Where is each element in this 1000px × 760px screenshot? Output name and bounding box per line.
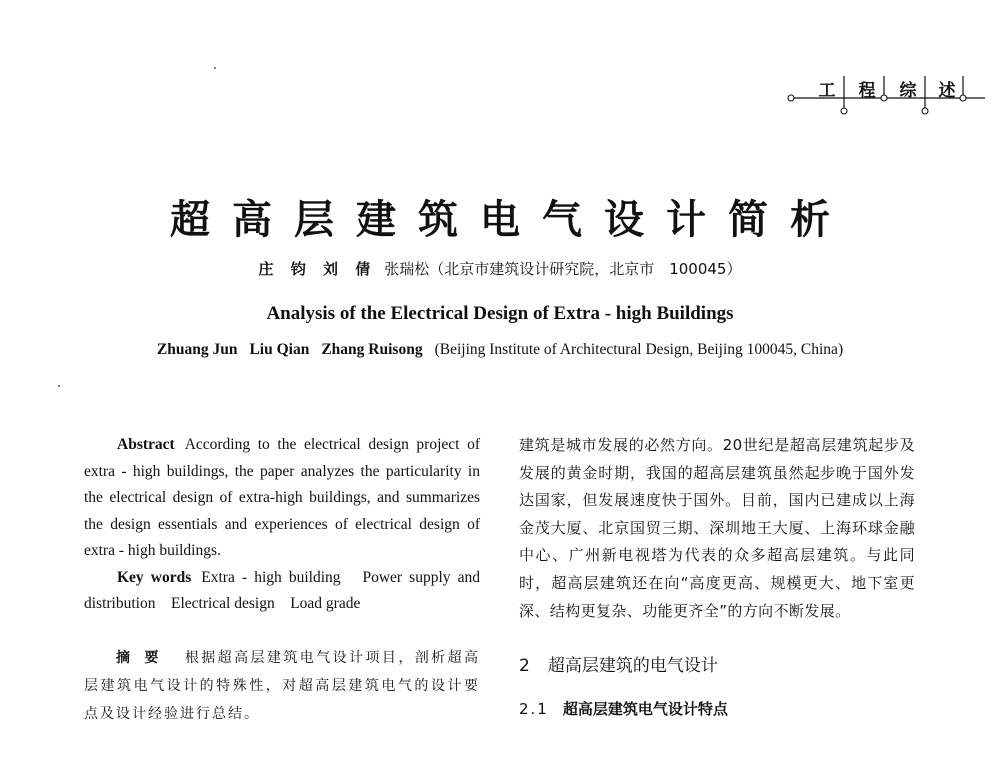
- subsection-title: 超高层建筑电气设计特点: [562, 700, 728, 719]
- abstract-cn-text: 根据超高层建筑电气设计项目，剖析超高层建筑电气设计的特殊性，对超高层建筑电气的设计要点及设计经验进行总结。: [84, 649, 481, 722]
- authors-en: [0, 341, 1000, 359]
- left-column: [84, 432, 480, 742]
- abstract-en: [84, 432, 480, 565]
- author-name-en: Zhuang Jun: [156, 341, 238, 358]
- section-tag-char: 工: [818, 81, 836, 101]
- section-heading: [519, 651, 915, 676]
- section-title: 超高层建筑的电气设计: [547, 656, 718, 677]
- intro-paragraph: 建筑是城市发展的必然方向。20世纪是超高层建筑起步及发展的黄金时期，我国的超高层建筑虽然起步晚于国外发达国家，但发展速度快于国外。目前，国内已建成以上海金茂大厦、北京国贸三期、深圳地王大厦、上海环球金融中心、广州新电视塔为代表的众多超高层建筑。与此同时，超高层建筑还在向“高度更高、规模更大、地下室更深、结构更复杂、功能更齐全”的方向不断发展。: [519, 436, 915, 620]
- author-affiliation-en: (Beijing Institute of Architectural Design, Beijing 100045, China): [434, 341, 844, 358]
- section-number: 2: [519, 656, 530, 677]
- scan-speck: [214, 67, 216, 69]
- paper-title-cn: 超高层建筑电气设计简析: [170, 197, 852, 243]
- right-column: [519, 432, 915, 719]
- keywords-label: Key words: [117, 568, 192, 586]
- subsection-heading: [519, 698, 915, 719]
- keywords-text: Extra - high building Power supply and distribution Electrical design Load grade: [84, 568, 480, 612]
- subsection-number: 2.1: [519, 700, 549, 719]
- keywords-en: [84, 565, 480, 618]
- section-tag-char: 综: [899, 81, 917, 101]
- authors-cn: [0, 258, 1000, 279]
- section-tag-char: 程: [858, 81, 876, 101]
- author-name-en: Zhang Ruisong: [321, 341, 423, 358]
- abstract-text: According to the electrical design project of extra - high buildings, the paper analyzes the particularity in the electrical design of extra-high buildings, and summarizes the design essentials and experiences of electrical design of extra - high buildings.: [84, 436, 480, 559]
- paper-title-en: Analysis of the Electrical Design of Extra - high Buildings: [266, 303, 734, 324]
- author-names-cn: 庄 钧 刘 倩: [258, 260, 377, 278]
- scan-speck: [58, 385, 60, 387]
- abstract-cn: [84, 644, 480, 728]
- section-tag-char: 述: [938, 81, 956, 101]
- abstract-cn-label: 摘要: [116, 649, 173, 666]
- author-name-en: Liu Qian: [249, 341, 310, 358]
- abstract-label: Abstract: [117, 436, 175, 453]
- author-affiliation-cn: 张瑞松（北京市建筑设计研究院，北京市 100045）: [384, 260, 742, 278]
